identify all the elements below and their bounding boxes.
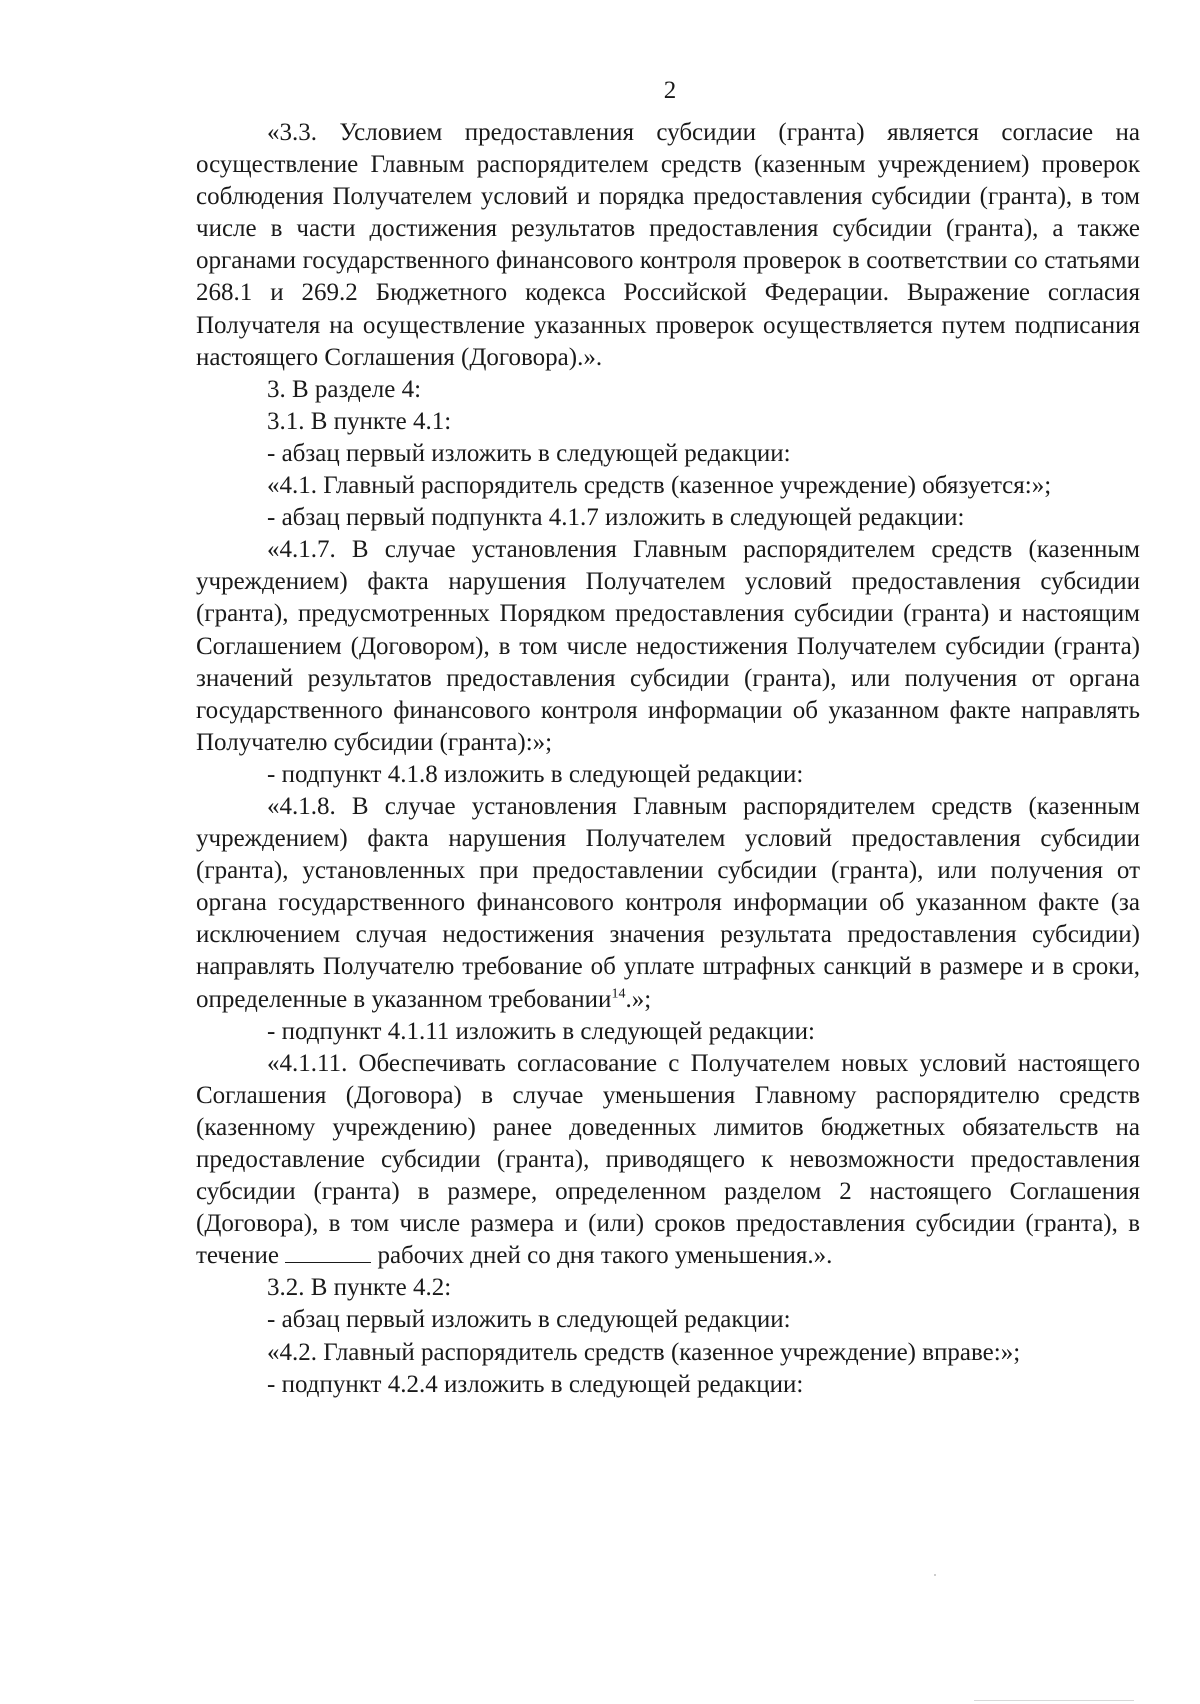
paragraph-instruction: - абзац первый изложить в следующей редакции: [267,1306,791,1334]
document-body [196,117,1140,1401]
scan-edge-line [974,1700,1134,1701]
paragraph-3-1: 3.1. В пункте 4.1: [267,407,452,435]
paragraph-4-1-8 [196,791,1140,1016]
paragraph-instruction: - подпункт 4.2.4 изложить в следующей редакции: [267,1370,804,1398]
paragraph-instruction: - абзац первый подпункта 4.1.7 изложить в следующей редакции: [267,504,965,532]
paragraph-4-1-8-text: «4.1.8. В случае установления Главным распорядителем средств (казенным учреждением) факта нарушения Получателем условий предоставления субсидии (гранта), установленных при предоставлении субсидии (гранта), или получения от органа государственного финансового контроля информации об указанном факте (за исключением случая недостижения значения результата предоставления субсидии) направлять Получателю требование об уплате штрафных санкций в размере и в сроки, определенные в указанном требовании [196,792,1140,1013]
footnote-marker: 14 [611,986,626,1002]
paragraph-4-1-11 [196,1048,1140,1273]
paragraph-3-2: 3.2. В пункте 4.2: [267,1274,452,1302]
blank-line-field [285,1240,371,1263]
paragraph-4-1-11-end: рабочих дней со дня такого уменьшения.». [377,1242,833,1270]
paragraph-instruction: - подпункт 4.1.8 изложить в следующей редакции: [267,760,804,788]
paragraph-4-1: «4.1. Главный распорядитель средств (казенное учреждение) обязуется:»; [267,472,1052,500]
paragraph-instruction: - абзац первый изложить в следующей редакции: [267,439,791,467]
paragraph-4-1-7: «4.1.7. В случае установления Главным распорядителем средств (казенным учреждением) факта нарушения Получателем условий предоставления субсидии (гранта), предусмотренных Порядком предоставления субсидии (гранта) и настоящим Соглашением (Договором), в том числе недостижения Получателем субсидии (гранта) значений результатов предоставления субсидии (гранта), или получения от органа государственного финансового контроля информации об указанном факте направлять Получателю субсидии (гранта):»; [196,536,1140,756]
page-number: 2 [663,77,677,104]
paragraph-4-1-11-text: «4.1.11. Обеспечивать согласование с Получателем новых условий настоящего Соглашения (Договора) в случае уменьшения Главному распорядителю средств (казенному учреждению) ранее доведенных лимитов бюджетных обязательств на предоставление субсидии (гранта), приводящего к невозможности предоставления субсидии (гранта) в размере, определенном разделом 2 настоящего Соглашения (Договора), в том числе размера и (или) сроков предоставления субсидии (гранта), в течение [196,1049,1140,1270]
paragraph-4-1-8-end: .»; [625,985,652,1013]
paragraph-section-4-heading: 3. В разделе 4: [267,375,422,403]
scan-speck [934,1574,936,1576]
paragraph-4-2: «4.2. Главный распорядитель средств (казенное учреждение) вправе:»; [267,1338,1021,1366]
paragraph-3-3: «3.3. Условием предоставления субсидии (гранта) является согласие на осуществление Главным распорядителем средств (казенным учреждением) проверок соблюдения Получателем условий и порядка предоставления субсидии (гранта), в том числе в части достижения результатов предоставления субсидии (гранта), а также органами государственного финансового контроля проверок в соответствии со статьями 268.1 и 269.2 Бюджетного кодекса Российской Федерации. Выражение согласия Получателя на осуществление указанных проверок осуществляется путем подписания настоящего Соглашения (Договора).». [196,119,1140,371]
paragraph-instruction: - подпункт 4.1.11 изложить в следующей редакции: [267,1017,815,1045]
